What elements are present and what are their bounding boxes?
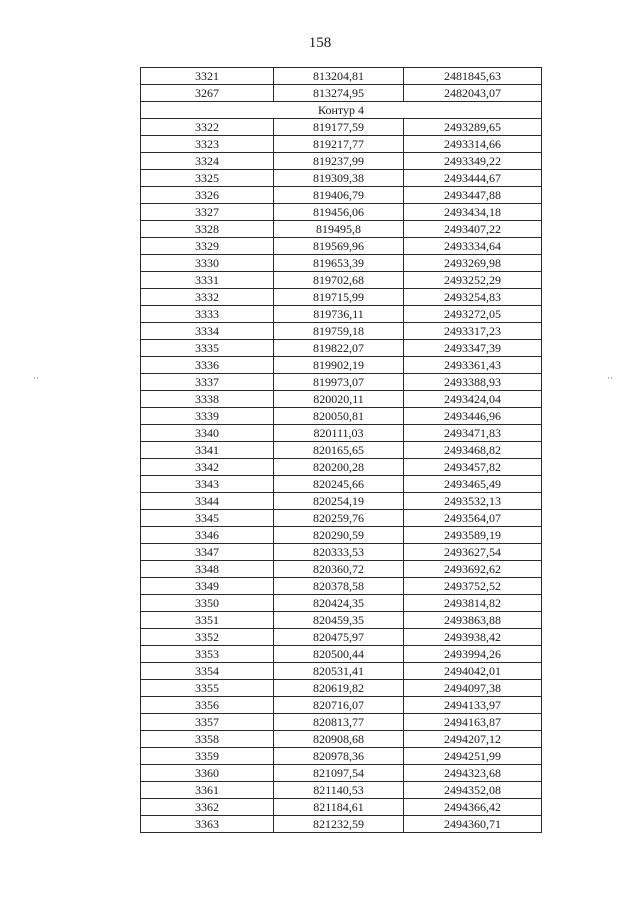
- table-row: [141, 816, 542, 833]
- table-row: [141, 272, 542, 289]
- y-coordinate-cell: 2493627,54: [404, 544, 542, 561]
- point-number-cell: 3357: [141, 714, 274, 731]
- x-coordinate-cell: 819177,59: [274, 119, 404, 136]
- y-coordinate-cell: 2494323,68: [404, 765, 542, 782]
- x-coordinate-cell: 821184,61: [274, 799, 404, 816]
- point-number-cell: 3341: [141, 442, 274, 459]
- table-row: [141, 340, 542, 357]
- x-coordinate-cell: 813274,95: [274, 85, 404, 102]
- x-coordinate-cell: 819715,99: [274, 289, 404, 306]
- table-row: [141, 799, 542, 816]
- y-coordinate-cell: 2494042,01: [404, 663, 542, 680]
- y-coordinate-cell: 2493317,23: [404, 323, 542, 340]
- table-row: [141, 153, 542, 170]
- y-coordinate-cell: 2493269,98: [404, 255, 542, 272]
- point-number-cell: 3330: [141, 255, 274, 272]
- table-row: [141, 442, 542, 459]
- x-coordinate-cell: 820716,07: [274, 697, 404, 714]
- point-number-cell: 3325: [141, 170, 274, 187]
- y-coordinate-cell: 2493289,65: [404, 119, 542, 136]
- scan-margin-mark: ··: [33, 373, 39, 383]
- point-number-cell: 3327: [141, 204, 274, 221]
- x-coordinate-cell: 821140,53: [274, 782, 404, 799]
- y-coordinate-cell: 2493814,82: [404, 595, 542, 612]
- point-number-cell: 3336: [141, 357, 274, 374]
- y-coordinate-cell: 2494251,99: [404, 748, 542, 765]
- point-number-cell: 3349: [141, 578, 274, 595]
- point-number-cell: 3332: [141, 289, 274, 306]
- y-coordinate-cell: 2493252,29: [404, 272, 542, 289]
- point-number-cell: 3354: [141, 663, 274, 680]
- x-coordinate-cell: 820360,72: [274, 561, 404, 578]
- point-number-cell: 3331: [141, 272, 274, 289]
- point-number-cell: 3338: [141, 391, 274, 408]
- y-coordinate-cell: 2493407,22: [404, 221, 542, 238]
- table-row: [141, 748, 542, 765]
- point-number-cell: 3321: [141, 68, 274, 85]
- x-coordinate-cell: 819759,18: [274, 323, 404, 340]
- x-coordinate-cell: 813204,81: [274, 68, 404, 85]
- x-coordinate-cell: 820424,35: [274, 595, 404, 612]
- y-coordinate-cell: 2481845,63: [404, 68, 542, 85]
- x-coordinate-cell: 820111,03: [274, 425, 404, 442]
- table-row: [141, 255, 542, 272]
- y-coordinate-cell: 2493994,26: [404, 646, 542, 663]
- section-header-row: [141, 102, 542, 119]
- y-coordinate-cell: 2493752,52: [404, 578, 542, 595]
- coordinates-table: [140, 67, 542, 833]
- table-row: [141, 731, 542, 748]
- table-row: [141, 408, 542, 425]
- x-coordinate-cell: 820978,36: [274, 748, 404, 765]
- y-coordinate-cell: 2494207,12: [404, 731, 542, 748]
- y-coordinate-cell: 2493471,83: [404, 425, 542, 442]
- point-number-cell: 3342: [141, 459, 274, 476]
- point-number-cell: 3344: [141, 493, 274, 510]
- y-coordinate-cell: 2493446,96: [404, 408, 542, 425]
- table-row: [141, 782, 542, 799]
- y-coordinate-cell: 2493314,66: [404, 136, 542, 153]
- y-coordinate-cell: 2494163,87: [404, 714, 542, 731]
- table-row: [141, 374, 542, 391]
- point-number-cell: 3346: [141, 527, 274, 544]
- y-coordinate-cell: 2493589,19: [404, 527, 542, 544]
- x-coordinate-cell: 819702,68: [274, 272, 404, 289]
- x-coordinate-cell: 819736,11: [274, 306, 404, 323]
- y-coordinate-cell: 2493468,82: [404, 442, 542, 459]
- point-number-cell: 3343: [141, 476, 274, 493]
- x-coordinate-cell: 821097,54: [274, 765, 404, 782]
- y-coordinate-cell: 2482043,07: [404, 85, 542, 102]
- x-coordinate-cell: 820500,44: [274, 646, 404, 663]
- y-coordinate-cell: 2494352,08: [404, 782, 542, 799]
- point-number-cell: 3329: [141, 238, 274, 255]
- x-coordinate-cell: 820908,68: [274, 731, 404, 748]
- x-coordinate-cell: 820050,81: [274, 408, 404, 425]
- point-number-cell: 3360: [141, 765, 274, 782]
- x-coordinate-cell: 819309,38: [274, 170, 404, 187]
- point-number-cell: 3353: [141, 646, 274, 663]
- table-row: [141, 459, 542, 476]
- y-coordinate-cell: 2493254,83: [404, 289, 542, 306]
- coordinates-table-body: [141, 68, 542, 833]
- y-coordinate-cell: 2493424,04: [404, 391, 542, 408]
- y-coordinate-cell: 2494097,38: [404, 680, 542, 697]
- y-coordinate-cell: 2493434,18: [404, 204, 542, 221]
- point-number-cell: 3355: [141, 680, 274, 697]
- y-coordinate-cell: 2493465,49: [404, 476, 542, 493]
- point-number-cell: 3352: [141, 629, 274, 646]
- point-number-cell: 3340: [141, 425, 274, 442]
- x-coordinate-cell: 820813,77: [274, 714, 404, 731]
- table-row: [141, 85, 542, 102]
- x-coordinate-cell: 820259,76: [274, 510, 404, 527]
- table-row: [141, 527, 542, 544]
- y-coordinate-cell: 2494366,42: [404, 799, 542, 816]
- table-row: [141, 697, 542, 714]
- x-coordinate-cell: 819973,07: [274, 374, 404, 391]
- point-number-cell: 3323: [141, 136, 274, 153]
- table-row: [141, 238, 542, 255]
- x-coordinate-cell: 820290,59: [274, 527, 404, 544]
- point-number-cell: 3356: [141, 697, 274, 714]
- table-row: [141, 493, 542, 510]
- x-coordinate-cell: 819902,19: [274, 357, 404, 374]
- table-row: [141, 391, 542, 408]
- table-row: [141, 68, 542, 85]
- x-coordinate-cell: 820200,28: [274, 459, 404, 476]
- table-row: [141, 663, 542, 680]
- table-row: [141, 170, 542, 187]
- y-coordinate-cell: 2493347,39: [404, 340, 542, 357]
- point-number-cell: 3351: [141, 612, 274, 629]
- table-row: [141, 629, 542, 646]
- point-number-cell: 3328: [141, 221, 274, 238]
- x-coordinate-cell: 820619,82: [274, 680, 404, 697]
- point-number-cell: 3348: [141, 561, 274, 578]
- y-coordinate-cell: 2493388,93: [404, 374, 542, 391]
- x-coordinate-cell: 819822,07: [274, 340, 404, 357]
- table-row: [141, 714, 542, 731]
- table-row: [141, 221, 542, 238]
- table-row: [141, 425, 542, 442]
- x-coordinate-cell: 819456,06: [274, 204, 404, 221]
- x-coordinate-cell: 820020,11: [274, 391, 404, 408]
- table-row: [141, 561, 542, 578]
- point-number-cell: 3359: [141, 748, 274, 765]
- point-number-cell: 3333: [141, 306, 274, 323]
- x-coordinate-cell: 820475,97: [274, 629, 404, 646]
- point-number-cell: 3335: [141, 340, 274, 357]
- x-coordinate-cell: 820333,53: [274, 544, 404, 561]
- point-number-cell: 3345: [141, 510, 274, 527]
- point-number-cell: 3337: [141, 374, 274, 391]
- y-coordinate-cell: 2493334,64: [404, 238, 542, 255]
- page-number: 158: [308, 35, 332, 51]
- table-row: [141, 136, 542, 153]
- table-row: [141, 765, 542, 782]
- y-coordinate-cell: 2493447,88: [404, 187, 542, 204]
- x-coordinate-cell: 820459,35: [274, 612, 404, 629]
- table-row: [141, 510, 542, 527]
- x-coordinate-cell: 819217,77: [274, 136, 404, 153]
- table-row: [141, 306, 542, 323]
- x-coordinate-cell: 819237,99: [274, 153, 404, 170]
- x-coordinate-cell: 820531,41: [274, 663, 404, 680]
- table-row: [141, 357, 542, 374]
- y-coordinate-cell: 2493532,13: [404, 493, 542, 510]
- point-number-cell: 3361: [141, 782, 274, 799]
- x-coordinate-cell: 819495,8: [274, 221, 404, 238]
- x-coordinate-cell: 820254,19: [274, 493, 404, 510]
- table-row: [141, 204, 542, 221]
- y-coordinate-cell: 2493444,67: [404, 170, 542, 187]
- point-number-cell: 3358: [141, 731, 274, 748]
- point-number-cell: 3324: [141, 153, 274, 170]
- x-coordinate-cell: 821232,59: [274, 816, 404, 833]
- y-coordinate-cell: 2493938,42: [404, 629, 542, 646]
- y-coordinate-cell: 2493272,05: [404, 306, 542, 323]
- y-coordinate-cell: 2493564,07: [404, 510, 542, 527]
- table-row: [141, 544, 542, 561]
- x-coordinate-cell: 819569,96: [274, 238, 404, 255]
- y-coordinate-cell: 2494133,97: [404, 697, 542, 714]
- table-row: [141, 646, 542, 663]
- point-number-cell: 3267: [141, 85, 274, 102]
- y-coordinate-cell: 2493457,82: [404, 459, 542, 476]
- point-number-cell: 3334: [141, 323, 274, 340]
- table-row: [141, 612, 542, 629]
- table-row: [141, 476, 542, 493]
- point-number-cell: 3363: [141, 816, 274, 833]
- table-row: [141, 578, 542, 595]
- table-row: [141, 595, 542, 612]
- table-row: [141, 680, 542, 697]
- y-coordinate-cell: 2493692,62: [404, 561, 542, 578]
- scan-margin-mark: ··: [607, 373, 613, 383]
- x-coordinate-cell: 820165,65: [274, 442, 404, 459]
- point-number-cell: 3326: [141, 187, 274, 204]
- section-label: Контур 4: [141, 102, 542, 119]
- table-row: [141, 119, 542, 136]
- point-number-cell: 3350: [141, 595, 274, 612]
- y-coordinate-cell: 2493349,22: [404, 153, 542, 170]
- point-number-cell: 3362: [141, 799, 274, 816]
- point-number-cell: 3339: [141, 408, 274, 425]
- point-number-cell: 3322: [141, 119, 274, 136]
- x-coordinate-cell: 819406,79: [274, 187, 404, 204]
- x-coordinate-cell: 819653,39: [274, 255, 404, 272]
- point-number-cell: 3347: [141, 544, 274, 561]
- y-coordinate-cell: 2493361,43: [404, 357, 542, 374]
- y-coordinate-cell: 2494360,71: [404, 816, 542, 833]
- x-coordinate-cell: 820245,66: [274, 476, 404, 493]
- table-row: [141, 187, 542, 204]
- table-row: [141, 323, 542, 340]
- y-coordinate-cell: 2493863,88: [404, 612, 542, 629]
- x-coordinate-cell: 820378,58: [274, 578, 404, 595]
- table-row: [141, 289, 542, 306]
